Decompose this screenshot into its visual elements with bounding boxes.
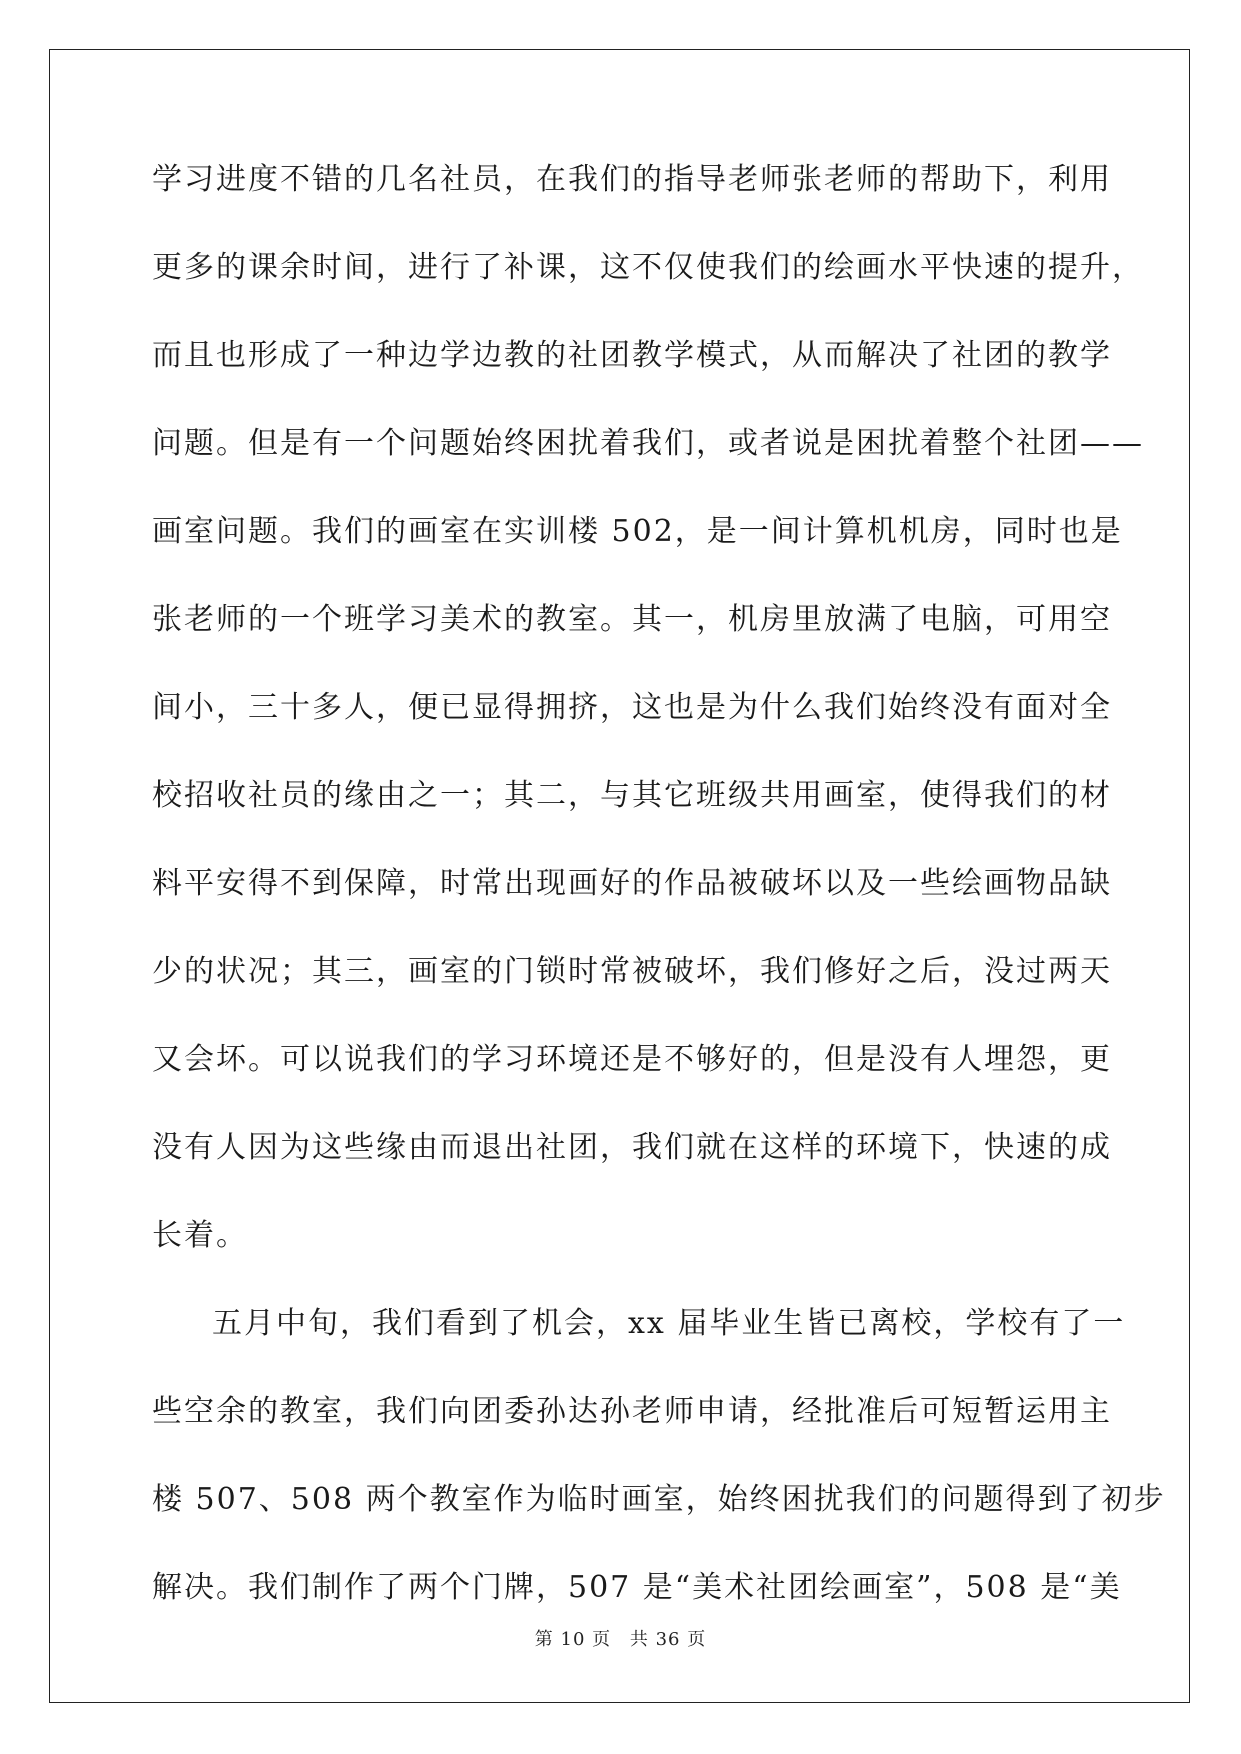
text-line: 又会坏。可以说我们的学习环境还是不够好的，但是没有人埋怨，更: [152, 1042, 1112, 1077]
text-line: 问题。但是有一个问题始终困扰着我们，或者说是困扰着整个社团——: [152, 426, 1144, 461]
page-footer: [0, 1625, 1241, 1651]
text-line: 张老师的一个班学习美术的教室。其一，机房里放满了电脑，可用空: [152, 602, 1112, 637]
text-line: 楼 507、508 两个教室作为临时画室，始终困扰我们的问题得到了初步: [152, 1482, 1166, 1517]
text-line: 没有人因为这些缘由而退出社团，我们就在这样的环境下，快速的成: [152, 1130, 1112, 1165]
text-line: 画室问题。我们的画室在实训楼 502，是一间计算机机房，同时也是: [152, 514, 1123, 549]
text-line: 少的状况；其三，画室的门锁时常被破坏，我们修好之后，没过两天: [152, 954, 1112, 989]
text-line: 解决。我们制作了两个门牌，507 是“美术社团绘画室”，508 是“美: [152, 1570, 1122, 1605]
text-line: 些空余的教室，我们向团委孙达孙老师申请，经批准后可短暂运用主: [152, 1394, 1112, 1429]
text-line: 更多的课余时间，进行了补课，这不仅使我们的绘画水平快速的提升，: [152, 250, 1144, 285]
text-line: 间小，三十多人，便已显得拥挤，这也是为什么我们始终没有面对全: [152, 690, 1112, 725]
text-line: 学习进度不错的几名社员，在我们的指导老师张老师的帮助下，利用: [152, 162, 1112, 197]
current-page-number: 第 10 页: [534, 1629, 612, 1650]
text-line: 校招收社员的缘由之一；其二，与其它班级共用画室，使得我们的材: [152, 778, 1112, 813]
text-line: 长着。: [152, 1218, 248, 1253]
paragraph-first-line: 五月中旬，我们看到了机会，xx 届毕业生皆已离校，学校有了一: [212, 1306, 1126, 1341]
total-page-count: 共 36 页: [629, 1629, 707, 1650]
text-line: 而且也形成了一种边学边教的社团教学模式，从而解决了社团的教学: [152, 338, 1112, 373]
document-body: [152, 156, 1166, 1652]
text-line: 料平安得不到保障，时常出现画好的作品被破坏以及一些绘画物品缺: [152, 866, 1112, 901]
